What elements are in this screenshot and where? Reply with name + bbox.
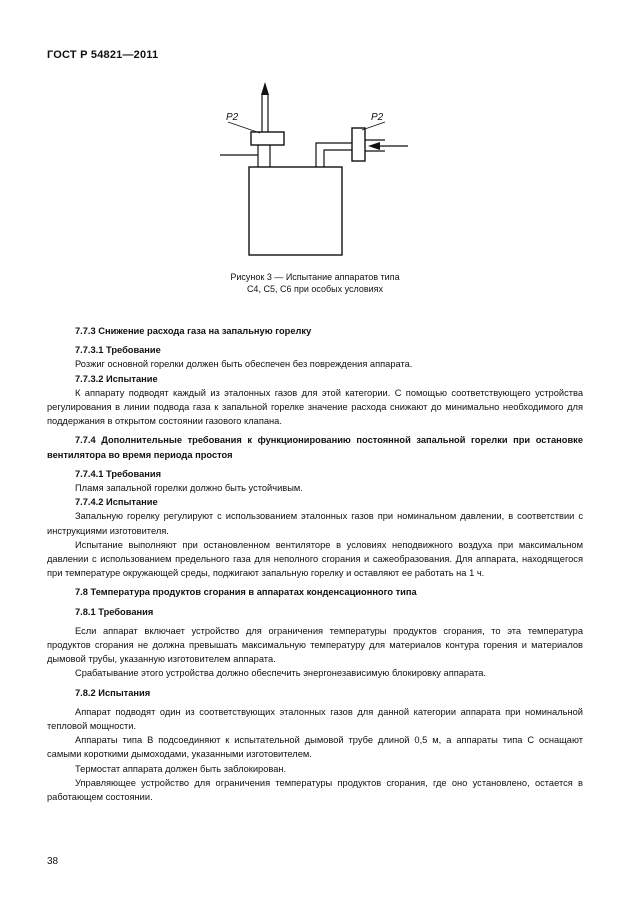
- apparatus-box: [249, 167, 342, 255]
- paragraph: Если аппарат включает устройство для ограничения температуры продуктов сгорания, то эта температура продуктов сгорания не должна превышать максимальную температуру для материалов контура горения и материалов дымовой трубы, указанную изготовителем аппарата.: [47, 625, 583, 665]
- section-heading: 7.8 Температура продуктов сгорания в аппаратах конденсационного типа: [75, 587, 417, 598]
- label-p2-right: P2: [371, 112, 384, 123]
- subsection-heading: 7.8.2 Испытания: [75, 687, 151, 698]
- document-body: [47, 324, 583, 804]
- paragraph: Испытание выполняют при остановленном вентиляторе в условиях неподвижного воздуха при максимальном давлении с использованием предельного газа для неполного сгорания и сажеобразования. Для аппарата, находящегося при температуре окружающей среды, поджигают запальную горелку и оставляют ее работать на 1 ч.: [47, 539, 583, 579]
- section-heading: 7.7.4 Дополнительные требования к функционированию постоянной запальной горелки при остановке вентилятора во время периода простоя: [47, 435, 583, 460]
- right-pressure-block: [352, 128, 365, 161]
- figure-caption-line1: Рисунок 3 — Испытание аппаратов типа: [230, 272, 400, 282]
- paragraph: Аппараты типа B подсоединяют к испытательной дымовой трубе длиной 0,5 м, а аппараты типа C оснащают самыми короткими дымоходами, указанными изготовителем.: [47, 735, 583, 760]
- left-pressure-block: [251, 132, 284, 145]
- subsection-heading: 7.7.4.1 Требования: [75, 468, 162, 479]
- page-number: 38: [47, 856, 59, 867]
- subsection-heading: 7.7.3.2 Испытание: [75, 373, 158, 384]
- paragraph: Запальную горелку регулируют с использованием эталонных газов при номинальном давлении, в соответствии с инструкциями изготовителя.: [47, 511, 583, 536]
- inlet-arrow-icon: [368, 142, 380, 150]
- paragraph: Управляющее устройство для ограничения температуры продуктов сгорания, где оно установлено, остается в работающем состоянии.: [47, 777, 583, 803]
- outlet-arrow-icon: [261, 82, 269, 95]
- subsection-heading: 7.7.3.1 Требование: [75, 345, 161, 356]
- paragraph: Аппарат подводят один из соответствующих эталонных газов для данной категории аппарата при номинальной тепловой мощности.: [47, 706, 583, 732]
- figure-3-diagram: [0, 0, 630, 270]
- paragraph: Пламя запальной горелки должно быть устойчивым.: [75, 483, 303, 494]
- paragraph: Розжиг основной горелки должен быть обеспечен без повреждения аппарата.: [75, 359, 413, 370]
- subsection-heading: 7.8.1 Требования: [75, 606, 154, 617]
- section-heading: 7.7.3 Снижение расхода газа на запальную горелку: [75, 326, 312, 336]
- figure-caption-line2: C4, C5, C6 при особых условиях: [246, 284, 384, 294]
- paragraph: К аппарату подводят каждый из эталонных газов для этой категории. С помощью соответствующего устройства регулирования в линии подвода газа к запальной горелке значение расхода снижают до минимально необходимого для поддержания в открытом состоянии газового клапана.: [47, 387, 583, 427]
- paragraph: Термостат аппарата должен быть заблокирован.: [75, 763, 287, 774]
- subsection-heading: 7.7.4.2 Испытание: [75, 497, 158, 508]
- label-p2-left: P2: [226, 112, 239, 123]
- document-header: ГОСТ Р 54821—2011: [47, 49, 159, 61]
- paragraph: Срабатывание этого устройства должно обеспечить энергонезависимую блокировку аппарата.: [75, 668, 486, 679]
